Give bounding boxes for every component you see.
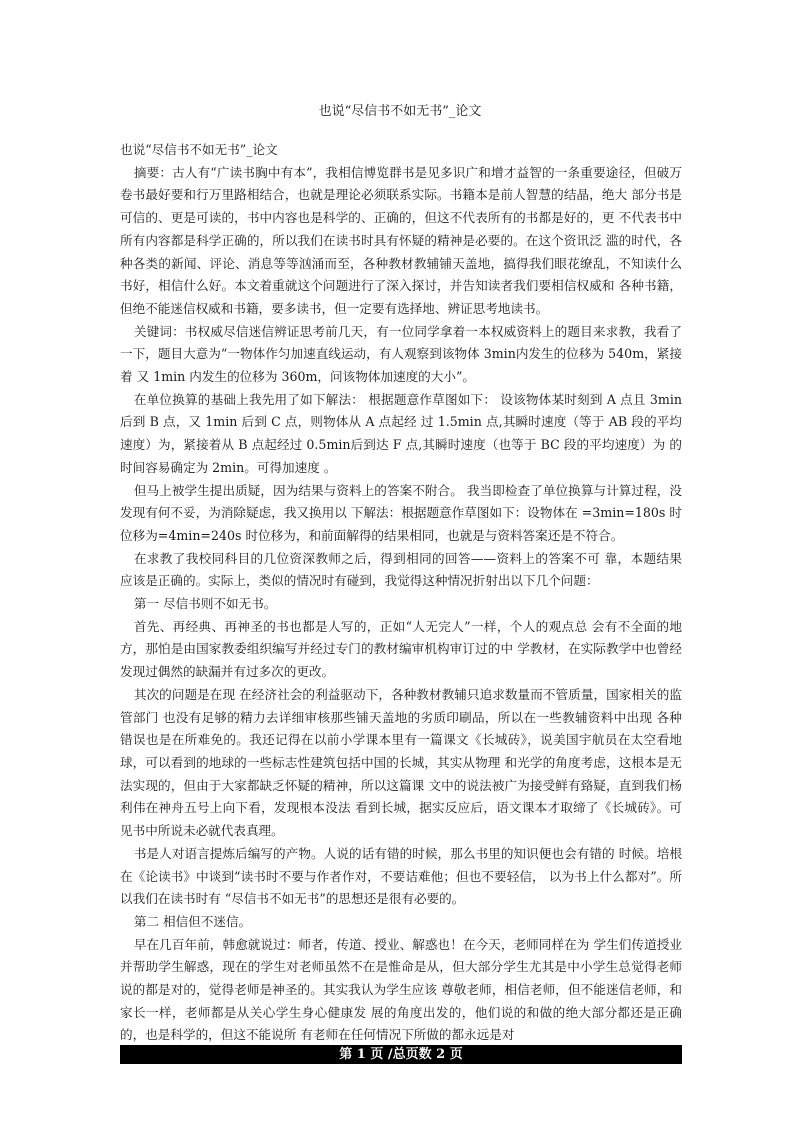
section-heading: 第二 相信但不迷信。 xyxy=(133,913,252,929)
abstract-paragraph: 摘要：古人有“广读书胸中有本”，我相信博览群书是见多识广和增才益智的一条重要途径，但破万卷书最好要和行万里路相结合，也就是理论必须联系实际。书籍本是前人智慧的结晶，绝大 部分书是可信的、更是可读的，书中内容也是科学的、正确的，但这不代表所有的书都是好的，更 不代表书中所有内容都是科学正确的，所以我们在读书时具有怀疑的精神是必要的。在这个资讯泛 滥的时代，各种各类的新闻、评论、消息等等汹涌而至，各种教材教辅铺天盖地，搞得我们眼花缭乱，不知读什么书好，相信什么好。本文着重就这个问题进行了深入探讨，并告知读者我们要相信权威和 各种书籍，但绝不能迷信权威和书籍，要多读书，但一定要有选择地、辨证思考地读书。 xyxy=(120,164,682,316)
body-paragraph: 书是人对语言提炼后编写的产物。人说的话有错的时候，那么书里的知识便也会有错的 时候。培根在《论读书》中谈到“读书时不要与作者作对，不要诘难他；但也不要轻信， 以为书上什么都对”。所以我们在读书时有 “尽信书不如无书”的思想还是很有必要的。 xyxy=(120,845,682,907)
body-paragraph: 首先、再经典、再神圣的书也都是人写的，正如“人无完人”一样，个人的观点总 会有不全面的地方，那怕是由国家教委组织编写并经过专门的教材编审机构审订过的中 学教材，在实际教学中也曾经发现过偶然的缺漏并有过多次的更改。 xyxy=(120,618,682,680)
body-paragraph: 早在几百年前，韩愈就说过：师者，传道、授业、解惑也！在今天，老师同样在为 学生们传道授业并帮助学生解惑，现在的学生对老师虽然不在是惟命是从，但大部分学生尤其是中小学生总觉得老师说的都是对的，觉得老师是神圣的。其实我认为学生应该 尊敬老师，相信老师，但不能迷信老师，和家长一样，老师都是从关心学生身心健康发 展的角度出发的，他们说的和做的绝大部分都还是正确的，也是科学的，但这不能说所 有老师在任何情况下所做的都永远是对 xyxy=(120,936,682,1043)
section-heading: 第一 尽信书则不如无书。 xyxy=(133,596,277,612)
document-heading: 也说“尽信书不如无书”_论文 xyxy=(120,142,278,157)
body-paragraph: 其次的问题是在现 在经济社会的利益驱动下，各种教材教辅只追求数量而不管质量，国家相关的监管部门 也没有足够的精力去详细审核那些铺天盖地的劣质印刷品，所以在一些教辅资料中出现 各种错误也是在所难免的。我还记得在以前小学课本里有一篇课文《长城砖》，说美国宇航员在太空看地球，可以看到的地球的一些标志性建筑包括中国的长城，其实从物理 和光学的角度考虑，这根本是无法实现的，但由于大家都缺乏怀疑的精神，所以这篇课 文中的说法被广为接受鲜有臵疑，直到我们杨利伟在神舟五号上向下看，发现根本没法 看到长城，据实反应后，语文课本才取缔了《长城砖》。可见书中所说未必就代表真理。 xyxy=(120,686,682,839)
page-footer: 第 1 页 /总页数 2 页 xyxy=(120,1045,682,1064)
document-body xyxy=(120,139,682,1047)
body-paragraph: 在求教了我校同科目的几位资深教师之后，得到相同的回答——资料上的答案不可 靠，本题结果 应该是正确的。实际上，类似的情况时有碰到，我觉得这种情况折射出以下几个问题： xyxy=(120,550,682,589)
page-title: 也说“尽信书不如无书”_论文 xyxy=(318,104,482,119)
body-paragraph: 但马上被学生提出质疑，因为结果与资料上的答案不附合。 我当即检查了单位换算与计算过程，没发现有何不妥，为消除疑虑，我又换用以 下解法：根据题意作草图如下：设物体在 =3min=180s 时位移为=4min=240s 时位移为，和前面解得的结果相同，也就是与资料答案还是不符合。 xyxy=(120,482,682,543)
keywords-paragraph: 关键词：书权威尽信迷信辨证思考前几天，有一位同学拿着一本权威资料上的题目来求教，我看了一下，题目大意为“一物体作匀加速直线运动，有人观察到该物体 3min内发生的位移为 540m，紧接着 又 1min 内发生的位移为 360m，问该物体加速度的大小”。 xyxy=(120,323,682,385)
body-paragraph: 在单位换算的基础上我先用了如下解法： 根据题意作草图如下： 设该物体某时刻到 A 点且 3min 后到 B 点，又 1min 后到 C 点，则物体从 A 点起经 过 1.5min 点,其瞬时速度（等于 AB 段的平均速度）为，紧接着从 B 点起经过 0.5min后到达 F 点,其瞬时速度（也等于 BC 段的平均速度）为 的时间容易确定为 2min。可得加速度 。 xyxy=(120,391,682,475)
